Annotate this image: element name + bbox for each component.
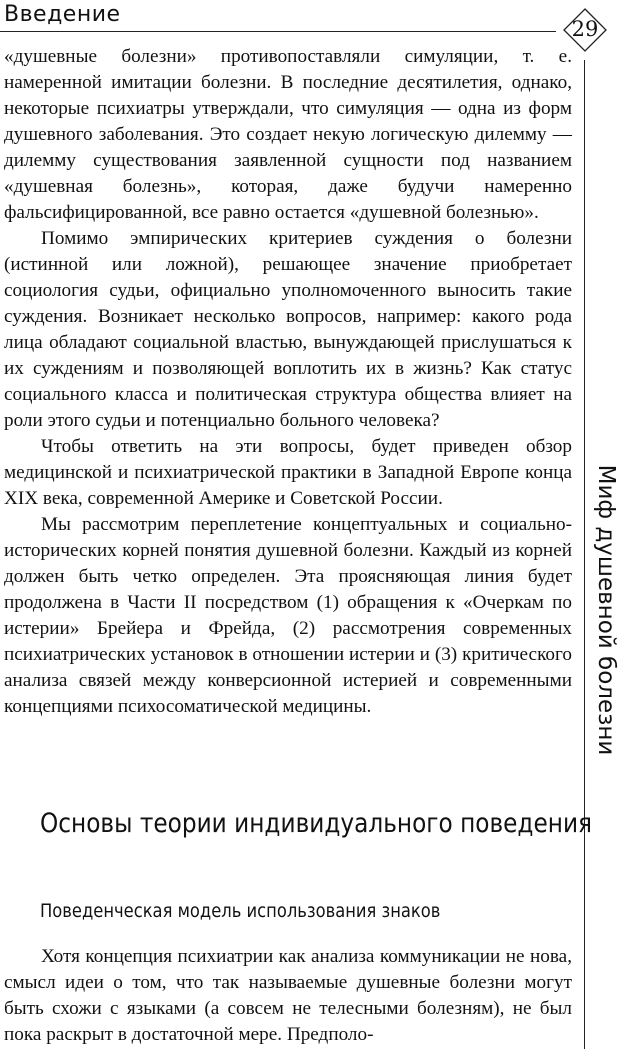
running-title: Введение — [4, 2, 121, 27]
subsection-heading: Поведенческая модель использования знаков — [40, 900, 441, 922]
main-text — [4, 44, 572, 720]
page-number: 29 — [571, 17, 599, 41]
paragraph: Мы рассмотрим переплетение концептуальных и социально-исторических корней понятия душевной болезни. Каждый из корней должен быть четко определен. Эта проясняющая линия будет продолжена в Части II посредством (1) обращения к «Очеркам по истерии» Брейера и Фрейда, (2) рассмотрения современных психиатрических установок в отношении истерии и (3) критического анализа связей между конверсионной истерией и современными концепциями психосоматической медицины. — [4, 514, 572, 717]
section-text — [4, 944, 572, 1048]
paragraph: Чтобы ответить на эти вопросы, будет приведен обзор медицинской и психиатрической практики в Западной Европе конца XIX века, современной Америке и Советской России. — [4, 436, 572, 509]
paragraph: Хотя концепция психиатрии как анализа коммуникации не нова, смысл идеи о том, что так называемые душевные болезни могут быть схожи с языками (а совсем не телесными болезням), не был пока раскрыт в достаточной мере. Предполо- — [4, 946, 572, 1045]
side-book-title: Миф душевной болезни — [593, 464, 619, 756]
header-rule — [0, 31, 556, 32]
section-heading: Основы теории индивидуального поведения — [40, 808, 593, 839]
paragraph: Помимо эмпирических критериев суждения о болезни (истинной или ложной), решающее значение приобретает социология судьи, официально уполномоченного выносить такие суждения. Возникает несколько вопросов, например: какого рода лица обладают социальной властью, вынуждающей прислушаться к их суждениям и позволяющей воплотить их в жизнь? Как статус социального класса и политическая структура общества влияет на роли этого судьи и потенциально больного человека? — [4, 228, 572, 431]
paragraph: «душевные болезни» противопоставляли симуляции, т. е. намеренной имитации болезни. В последние десятилетия, однако, некоторые психиатры утверждали, что симуляция — одна из форм душевного заболевания. Это создает некую логическую дилемму — дилемму существования заявленной сущности под названием «душевная болезнь», которая, даже будучи намеренно фальсифицированной, все равно остается «душевной болезнью». — [4, 46, 572, 223]
side-rule — [584, 60, 585, 1049]
